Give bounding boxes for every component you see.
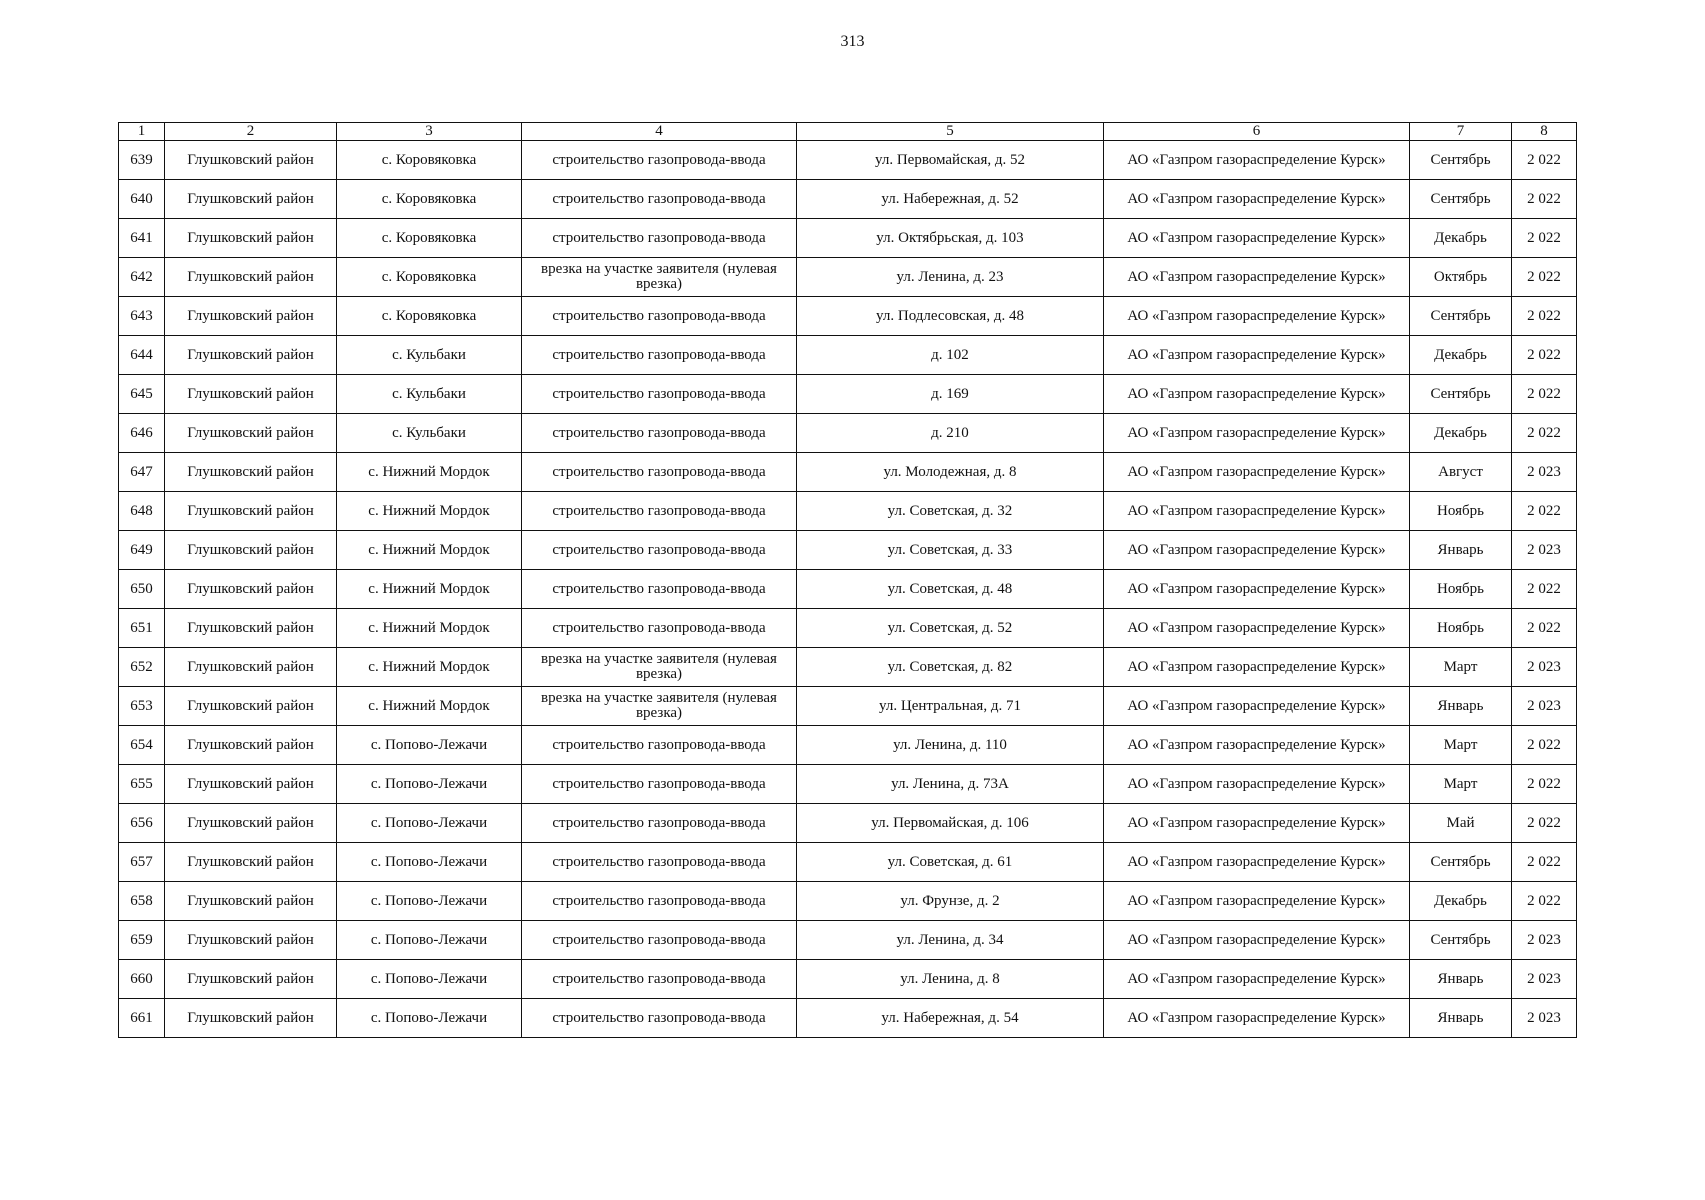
cell-row-number: 657 [119,843,165,882]
cell-month: Март [1410,765,1512,804]
cell-work-type: строительство газопровода-ввода [522,804,797,843]
cell-month: Декабрь [1410,219,1512,258]
cell-row-number: 649 [119,531,165,570]
cell-year: 2 023 [1512,648,1577,687]
cell-settlement: с. Попово-Лежачи [337,882,522,921]
cell-row-number: 655 [119,765,165,804]
cell-district: Глушковский район [165,141,337,180]
cell-work-type: строительство газопровода-ввода [522,492,797,531]
cell-work-type: строительство газопровода-ввода [522,453,797,492]
cell-address: ул. Советская, д. 33 [797,531,1104,570]
cell-month: Ноябрь [1410,609,1512,648]
table-row [119,648,1577,687]
column-header: 2 [165,123,337,141]
cell-address: д. 210 [797,414,1104,453]
cell-work-type: строительство газопровода-ввода [522,882,797,921]
cell-row-number: 640 [119,180,165,219]
cell-work-type: строительство газопровода-ввода [522,414,797,453]
cell-month: Март [1410,648,1512,687]
cell-work-type: строительство газопровода-ввода [522,570,797,609]
cell-month: Сентябрь [1410,141,1512,180]
cell-row-number: 654 [119,726,165,765]
cell-address: ул. Октябрьская, д. 103 [797,219,1104,258]
table-row [119,180,1577,219]
cell-organization: АО «Газпром газораспределение Курск» [1104,726,1410,765]
cell-organization: АО «Газпром газораспределение Курск» [1104,960,1410,999]
cell-row-number: 661 [119,999,165,1038]
cell-organization: АО «Газпром газораспределение Курск» [1104,297,1410,336]
cell-address: ул. Фрунзе, д. 2 [797,882,1104,921]
table-row [119,531,1577,570]
cell-address: ул. Советская, д. 82 [797,648,1104,687]
cell-month: Май [1410,804,1512,843]
table-row [119,570,1577,609]
cell-organization: АО «Газпром газораспределение Курск» [1104,921,1410,960]
cell-address: ул. Советская, д. 32 [797,492,1104,531]
cell-row-number: 656 [119,804,165,843]
cell-month: Ноябрь [1410,570,1512,609]
cell-organization: АО «Газпром газораспределение Курск» [1104,804,1410,843]
cell-district: Глушковский район [165,531,337,570]
cell-address: ул. Ленина, д. 23 [797,258,1104,297]
cell-row-number: 652 [119,648,165,687]
cell-organization: АО «Газпром газораспределение Курск» [1104,414,1410,453]
cell-settlement: с. Кульбаки [337,336,522,375]
column-header: 1 [119,123,165,141]
cell-row-number: 646 [119,414,165,453]
cell-settlement: с. Попово-Лежачи [337,726,522,765]
cell-address: ул. Советская, д. 52 [797,609,1104,648]
cell-month: Январь [1410,531,1512,570]
cell-settlement: с. Попово-Лежачи [337,765,522,804]
cell-work-type: строительство газопровода-ввода [522,843,797,882]
cell-month: Сентябрь [1410,297,1512,336]
cell-year: 2 023 [1512,453,1577,492]
cell-organization: АО «Газпром газораспределение Курск» [1104,999,1410,1038]
cell-district: Глушковский район [165,570,337,609]
cell-month: Январь [1410,687,1512,726]
cell-work-type: строительство газопровода-ввода [522,219,797,258]
cell-row-number: 642 [119,258,165,297]
cell-organization: АО «Газпром газораспределение Курск» [1104,570,1410,609]
cell-row-number: 639 [119,141,165,180]
cell-work-type: строительство газопровода-ввода [522,336,797,375]
column-header: 6 [1104,123,1410,141]
table-row [119,453,1577,492]
cell-work-type: строительство газопровода-ввода [522,726,797,765]
cell-address: ул. Ленина, д. 73А [797,765,1104,804]
table-row [119,804,1577,843]
cell-month: Сентябрь [1410,921,1512,960]
cell-district: Глушковский район [165,453,337,492]
column-header: 4 [522,123,797,141]
cell-organization: АО «Газпром газораспределение Курск» [1104,258,1410,297]
page-number: 313 [840,33,865,50]
cell-address: ул. Набережная, д. 54 [797,999,1104,1038]
cell-month: Август [1410,453,1512,492]
cell-address: ул. Советская, д. 61 [797,843,1104,882]
cell-year: 2 022 [1512,297,1577,336]
cell-year: 2 022 [1512,804,1577,843]
cell-settlement: с. Попово-Лежачи [337,804,522,843]
cell-year: 2 022 [1512,765,1577,804]
cell-row-number: 647 [119,453,165,492]
cell-address: ул. Ленина, д. 8 [797,960,1104,999]
cell-district: Глушковский район [165,375,337,414]
cell-district: Глушковский район [165,609,337,648]
table-row [119,960,1577,999]
cell-district: Глушковский район [165,648,337,687]
cell-district: Глушковский район [165,492,337,531]
cell-organization: АО «Газпром газораспределение Курск» [1104,531,1410,570]
cell-settlement: с. Попово-Лежачи [337,921,522,960]
table-row [119,921,1577,960]
cell-settlement: с. Нижний Мордок [337,609,522,648]
cell-settlement: с. Коровяковка [337,219,522,258]
table-row [119,297,1577,336]
cell-year: 2 022 [1512,258,1577,297]
cell-district: Глушковский район [165,258,337,297]
column-header: 8 [1512,123,1577,141]
table-row [119,999,1577,1038]
cell-district: Глушковский район [165,180,337,219]
cell-organization: АО «Газпром газораспределение Курск» [1104,375,1410,414]
table-row [119,336,1577,375]
cell-month: Октябрь [1410,258,1512,297]
cell-year: 2 022 [1512,726,1577,765]
cell-work-type: строительство газопровода-ввода [522,921,797,960]
cell-settlement: с. Кульбаки [337,414,522,453]
cell-row-number: 643 [119,297,165,336]
cell-settlement: с. Попово-Лежачи [337,999,522,1038]
cell-settlement: с. Коровяковка [337,297,522,336]
cell-work-type: врезка на участке заявителя (нулевая врезка) [522,687,797,726]
data-table [118,122,1577,1038]
table-row [119,492,1577,531]
cell-year: 2 023 [1512,960,1577,999]
cell-work-type: врезка на участке заявителя (нулевая врезка) [522,648,797,687]
table-body [119,141,1577,1038]
cell-district: Глушковский район [165,843,337,882]
cell-year: 2 022 [1512,375,1577,414]
cell-settlement: с. Попово-Лежачи [337,960,522,999]
cell-address: д. 102 [797,336,1104,375]
cell-year: 2 023 [1512,921,1577,960]
cell-organization: АО «Газпром газораспределение Курск» [1104,765,1410,804]
cell-year: 2 023 [1512,531,1577,570]
table-row [119,726,1577,765]
cell-year: 2 022 [1512,180,1577,219]
cell-row-number: 659 [119,921,165,960]
cell-month: Декабрь [1410,336,1512,375]
cell-year: 2 022 [1512,882,1577,921]
cell-work-type: строительство газопровода-ввода [522,141,797,180]
cell-district: Глушковский район [165,414,337,453]
cell-work-type: строительство газопровода-ввода [522,531,797,570]
column-header: 7 [1410,123,1512,141]
table-row [119,141,1577,180]
cell-district: Глушковский район [165,921,337,960]
table-row [119,843,1577,882]
cell-organization: АО «Газпром газораспределение Курск» [1104,453,1410,492]
table-row [119,375,1577,414]
table-row [119,882,1577,921]
cell-address: ул. Набережная, д. 52 [797,180,1104,219]
cell-organization: АО «Газпром газораспределение Курск» [1104,336,1410,375]
cell-row-number: 645 [119,375,165,414]
cell-work-type: строительство газопровода-ввода [522,765,797,804]
cell-settlement: с. Нижний Мордок [337,687,522,726]
cell-year: 2 022 [1512,141,1577,180]
cell-organization: АО «Газпром газораспределение Курск» [1104,141,1410,180]
cell-district: Глушковский район [165,999,337,1038]
cell-address: д. 169 [797,375,1104,414]
header-row [119,123,1577,141]
table-row [119,609,1577,648]
cell-settlement: с. Нижний Мордок [337,648,522,687]
cell-organization: АО «Газпром газораспределение Курск» [1104,180,1410,219]
cell-row-number: 658 [119,882,165,921]
column-header: 5 [797,123,1104,141]
table-row [119,765,1577,804]
cell-year: 2 022 [1512,219,1577,258]
cell-month: Ноябрь [1410,492,1512,531]
cell-settlement: с. Коровяковка [337,180,522,219]
cell-year: 2 022 [1512,609,1577,648]
cell-district: Глушковский район [165,297,337,336]
column-header: 3 [337,123,522,141]
cell-settlement: с. Кульбаки [337,375,522,414]
cell-month: Сентябрь [1410,843,1512,882]
cell-year: 2 023 [1512,687,1577,726]
cell-district: Глушковский район [165,687,337,726]
cell-row-number: 650 [119,570,165,609]
cell-address: ул. Советская, д. 48 [797,570,1104,609]
cell-year: 2 022 [1512,492,1577,531]
cell-settlement: с. Нижний Мордок [337,453,522,492]
cell-year: 2 022 [1512,570,1577,609]
cell-month: Январь [1410,960,1512,999]
cell-organization: АО «Газпром газораспределение Курск» [1104,609,1410,648]
cell-settlement: с. Нижний Мордок [337,531,522,570]
cell-settlement: с. Коровяковка [337,141,522,180]
cell-year: 2 022 [1512,414,1577,453]
cell-month: Март [1410,726,1512,765]
cell-district: Глушковский район [165,765,337,804]
cell-row-number: 648 [119,492,165,531]
cell-address: ул. Ленина, д. 34 [797,921,1104,960]
cell-row-number: 644 [119,336,165,375]
cell-address: ул. Молодежная, д. 8 [797,453,1104,492]
cell-organization: АО «Газпром газораспределение Курск» [1104,882,1410,921]
cell-organization: АО «Газпром газораспределение Курск» [1104,648,1410,687]
cell-work-type: строительство газопровода-ввода [522,297,797,336]
cell-work-type: врезка на участке заявителя (нулевая врезка) [522,258,797,297]
cell-address: ул. Ленина, д. 110 [797,726,1104,765]
cell-year: 2 023 [1512,999,1577,1038]
cell-district: Глушковский район [165,882,337,921]
cell-row-number: 651 [119,609,165,648]
cell-district: Глушковский район [165,804,337,843]
table-row [119,687,1577,726]
cell-settlement: с. Нижний Мордок [337,570,522,609]
cell-address: ул. Первомайская, д. 52 [797,141,1104,180]
cell-month: Сентябрь [1410,180,1512,219]
cell-organization: АО «Газпром газораспределение Курск» [1104,219,1410,258]
cell-row-number: 641 [119,219,165,258]
cell-district: Глушковский район [165,960,337,999]
cell-organization: АО «Газпром газораспределение Курск» [1104,687,1410,726]
cell-work-type: строительство газопровода-ввода [522,999,797,1038]
cell-month: Сентябрь [1410,375,1512,414]
cell-district: Глушковский район [165,336,337,375]
cell-year: 2 022 [1512,843,1577,882]
cell-organization: АО «Газпром газораспределение Курск» [1104,843,1410,882]
table-row [119,219,1577,258]
cell-work-type: строительство газопровода-ввода [522,609,797,648]
cell-settlement: с. Попово-Лежачи [337,843,522,882]
cell-year: 2 022 [1512,336,1577,375]
cell-address: ул. Подлесовская, д. 48 [797,297,1104,336]
cell-work-type: строительство газопровода-ввода [522,180,797,219]
cell-settlement: с. Коровяковка [337,258,522,297]
cell-district: Глушковский район [165,219,337,258]
cell-address: ул. Первомайская, д. 106 [797,804,1104,843]
cell-work-type: строительство газопровода-ввода [522,960,797,999]
cell-district: Глушковский район [165,726,337,765]
cell-month: Декабрь [1410,882,1512,921]
cell-row-number: 653 [119,687,165,726]
cell-row-number: 660 [119,960,165,999]
cell-organization: АО «Газпром газораспределение Курск» [1104,492,1410,531]
cell-settlement: с. Нижний Мордок [337,492,522,531]
cell-work-type: строительство газопровода-ввода [522,375,797,414]
cell-address: ул. Центральная, д. 71 [797,687,1104,726]
cell-month: Январь [1410,999,1512,1038]
cell-month: Декабрь [1410,414,1512,453]
table-row [119,414,1577,453]
table-row [119,258,1577,297]
